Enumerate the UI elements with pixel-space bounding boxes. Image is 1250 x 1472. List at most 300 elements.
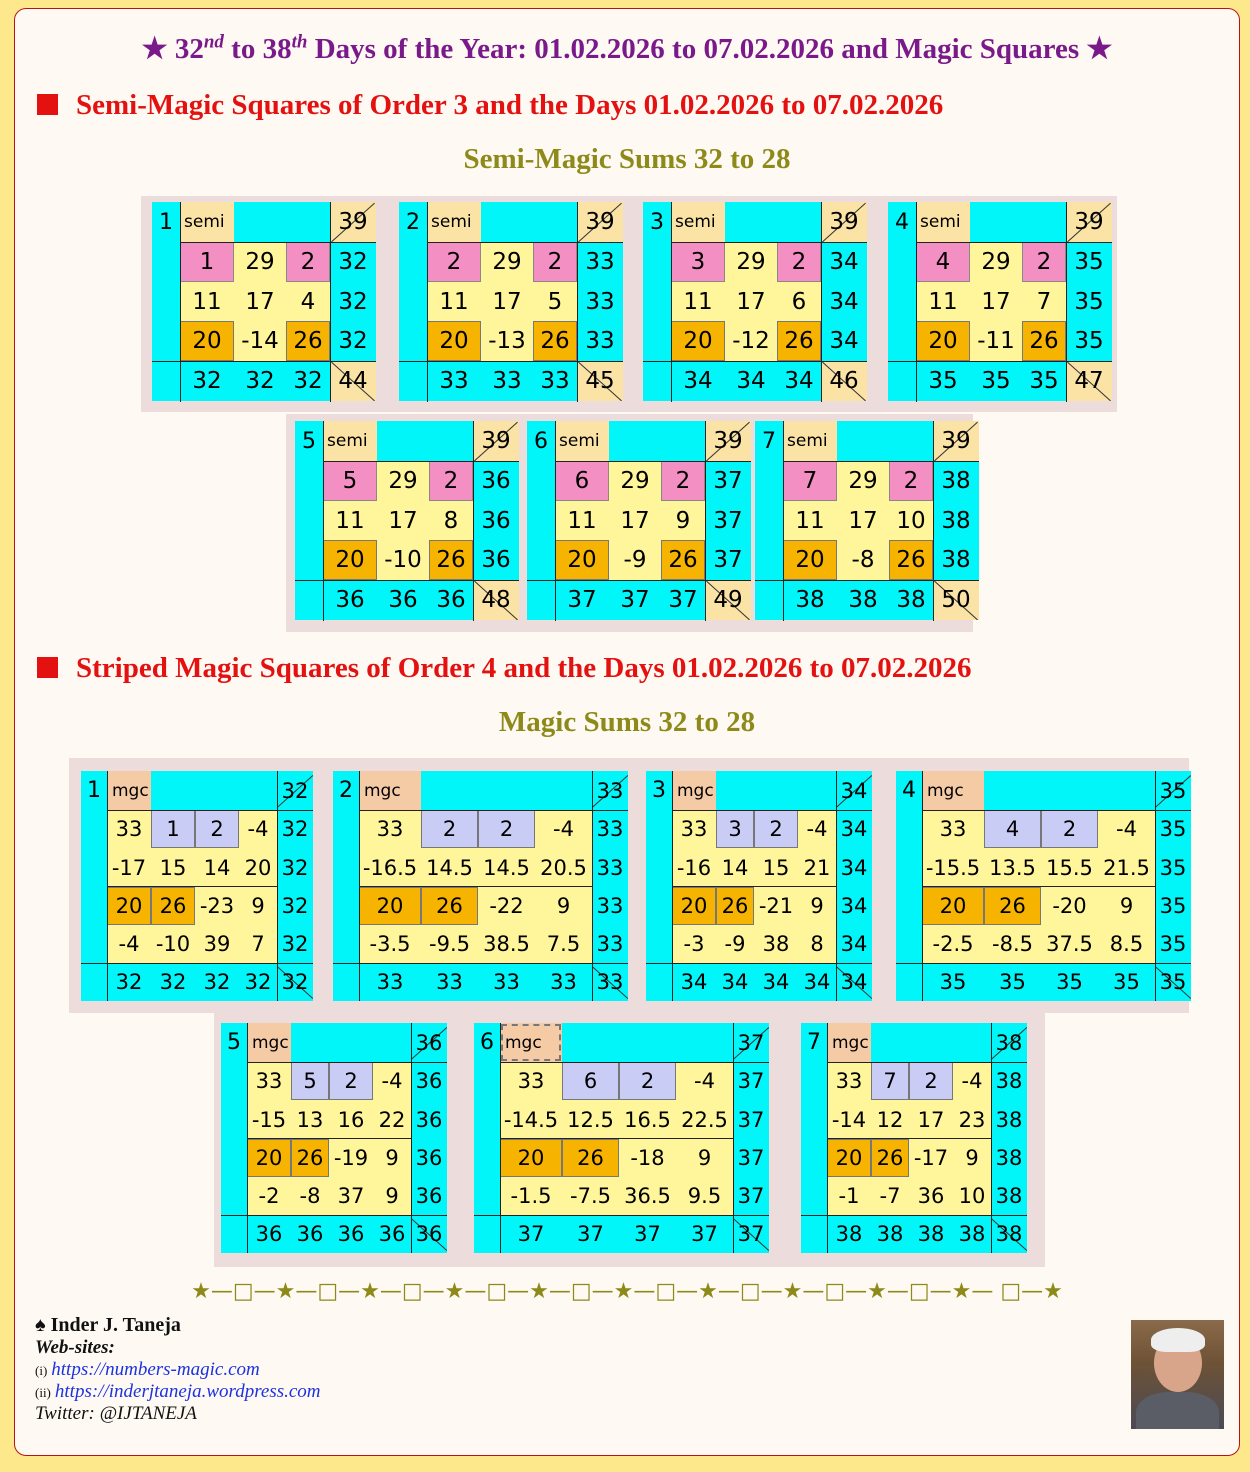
square-cell: -14.5 (500, 1100, 562, 1139)
square-cell: -4 (373, 1062, 411, 1100)
square-cell: 3 (716, 810, 754, 848)
side-blank (643, 282, 671, 321)
column-sum: 32 (180, 361, 234, 401)
square-cell: 20 (427, 321, 481, 361)
side-blank (646, 963, 672, 1001)
grid-line (500, 1062, 769, 1063)
square-cell: 17 (837, 501, 889, 540)
magic-square-4-1 (81, 771, 313, 1001)
side-blank (643, 242, 671, 282)
grid-line (180, 202, 181, 402)
diagonal-sum: 46 (821, 361, 867, 401)
grid-line (755, 580, 979, 581)
grid-line (152, 361, 376, 362)
subheading-order4: Magic Sums 32 to 28 (498, 706, 756, 738)
column-sum: 32 (195, 963, 239, 1001)
side-blank (399, 282, 427, 321)
row-sum: 34 (821, 321, 867, 361)
row-sum: 32 (330, 242, 376, 282)
side-blank (333, 963, 359, 1001)
column-sum: 38 (871, 1215, 909, 1253)
header-blank (837, 421, 933, 461)
square-cell: 7 (239, 925, 277, 963)
square-tag: mgc (359, 771, 421, 810)
column-sum: 38 (837, 580, 889, 620)
grid-line (672, 886, 836, 887)
side-blank (527, 461, 555, 501)
author-photo (1131, 1320, 1224, 1429)
square-number: 1 (81, 771, 107, 810)
column-sum: 37 (609, 580, 661, 620)
square-cell: -15 (247, 1100, 291, 1139)
square-cell: 26 (984, 887, 1041, 925)
square-tag: semi (783, 421, 837, 461)
grid-line (827, 1138, 991, 1139)
side-blank (801, 1100, 827, 1139)
grid-line (323, 461, 519, 462)
row-sum: 35 (1155, 848, 1191, 887)
row-sum: 34 (836, 848, 872, 887)
corner-sum: 39 (473, 421, 519, 461)
square-cell: -2.5 (922, 925, 984, 963)
side-blank (643, 321, 671, 361)
square-cell: 33 (500, 1062, 562, 1100)
square-cell: -8 (291, 1177, 329, 1215)
side-blank (801, 1215, 827, 1253)
square-cell: 20 (107, 887, 151, 925)
side-blank (755, 461, 783, 501)
side-blank (399, 361, 427, 401)
square-cell: 22.5 (676, 1100, 733, 1139)
side-blank (333, 810, 359, 848)
magic-square-3-4 (888, 202, 1112, 401)
square-cell: 2 (478, 810, 535, 848)
square-cell: 5 (533, 282, 577, 321)
square-cell: 9 (239, 887, 277, 925)
header-blank (984, 771, 1155, 810)
square-cell: 2 (889, 461, 933, 501)
square-cell: 26 (151, 887, 195, 925)
row-sum: 38 (991, 1177, 1027, 1215)
square-cell: -4 (239, 810, 277, 848)
square-cell: -11 (970, 321, 1022, 361)
diagonal-sum: 38 (991, 1215, 1027, 1253)
square-cell: 26 (562, 1139, 619, 1177)
header-blank (151, 771, 277, 810)
row-sum: 33 (577, 282, 623, 321)
row-sum: 34 (836, 925, 872, 963)
side-blank (152, 282, 180, 321)
column-sum: 33 (359, 963, 421, 1001)
header-blank (291, 1023, 411, 1062)
square-cell: 5 (323, 461, 377, 501)
square-cell: 11 (180, 282, 234, 321)
square-cell: 17 (909, 1100, 953, 1139)
square-cell: 2 (1041, 810, 1098, 848)
row-sum: 36 (411, 1177, 447, 1215)
square-cell: 26 (716, 887, 754, 925)
grid-line (333, 963, 628, 964)
square-tag: semi (916, 202, 970, 242)
square-cell: 7.5 (535, 925, 592, 963)
grid-line (991, 1023, 992, 1253)
grid-line (427, 242, 623, 243)
column-sum: 33 (421, 963, 478, 1001)
corner-sum: 39 (821, 202, 867, 242)
diagonal-sum: 49 (705, 580, 751, 620)
square-cell: -7.5 (562, 1177, 619, 1215)
magic-square-3-1 (152, 202, 376, 401)
website-link-2[interactable]: https://inderjtaneja.wordpress.com (54, 1381, 321, 1402)
square-cell: 11 (555, 501, 609, 540)
square-cell: 2 (329, 1062, 373, 1100)
side-blank (755, 580, 783, 620)
header-blank (421, 771, 592, 810)
square-number: 7 (755, 421, 783, 461)
row-sum: 34 (836, 810, 872, 848)
square-cell: -4 (953, 1062, 991, 1100)
square-cell: 15 (151, 848, 195, 887)
side-blank (643, 361, 671, 401)
column-sum: 34 (671, 361, 725, 401)
header-blank (234, 202, 330, 242)
square-cell: 20 (323, 540, 377, 580)
square-cell: 20 (359, 887, 421, 925)
square-cell: -15.5 (922, 848, 984, 887)
corner-sum: 35 (1155, 771, 1191, 810)
magic-square-4-5 (221, 1023, 447, 1253)
square-cell: 9 (661, 501, 705, 540)
square-cell: 26 (533, 321, 577, 361)
column-sum: 38 (909, 1215, 953, 1253)
column-sum: 36 (377, 580, 429, 620)
column-sum: 34 (716, 963, 754, 1001)
column-sum: 35 (984, 963, 1041, 1001)
square-cell: 13 (291, 1100, 329, 1139)
square-cell: 7 (871, 1062, 909, 1100)
square-cell: -19 (329, 1139, 373, 1177)
square-cell: 17 (970, 282, 1022, 321)
square-cell: 20 (555, 540, 609, 580)
column-sum: 34 (777, 361, 821, 401)
row-sum: 38 (991, 1062, 1027, 1100)
red-square-icon (37, 94, 58, 115)
square-tag: mgc (672, 771, 716, 810)
square-cell: 20 (180, 321, 234, 361)
square-cell: 38.5 (478, 925, 535, 963)
corner-sum: 34 (836, 771, 872, 810)
square-cell: 20.5 (535, 848, 592, 887)
grid-line (705, 421, 706, 621)
grid-line (411, 1023, 412, 1253)
grid-line (801, 1215, 1027, 1216)
row-sum: 34 (836, 887, 872, 925)
square-cell: 2 (1022, 242, 1066, 282)
side-blank (888, 361, 916, 401)
square-cell: 36 (909, 1177, 953, 1215)
row-sum: 35 (1066, 321, 1112, 361)
square-tag: mgc (107, 771, 151, 810)
square-cell: 38 (754, 925, 798, 963)
row-sum: 35 (1066, 242, 1112, 282)
grid-line (474, 1215, 769, 1216)
square-cell: 33 (107, 810, 151, 848)
grid-line (359, 886, 592, 887)
diagonal-sum: 48 (473, 580, 519, 620)
diagonal-sum: 45 (577, 361, 623, 401)
square-cell: 2 (661, 461, 705, 501)
side-blank (801, 1139, 827, 1177)
side-blank (333, 848, 359, 887)
square-cell: 29 (970, 242, 1022, 282)
square-cell: 6 (777, 282, 821, 321)
square-cell: 33 (827, 1062, 871, 1100)
row-sum: 32 (330, 282, 376, 321)
square-cell: -14 (827, 1100, 871, 1139)
square-cell: 4 (984, 810, 1041, 848)
side-blank (221, 1062, 247, 1100)
square-cell: -8 (837, 540, 889, 580)
square-cell: 20 (672, 887, 716, 925)
grid-line (671, 202, 672, 402)
square-cell: 21 (798, 848, 836, 887)
square-cell: 14 (716, 848, 754, 887)
row-sum: 38 (933, 540, 979, 580)
square-cell: 4 (916, 242, 970, 282)
square-cell: 33 (672, 810, 716, 848)
column-sum: 37 (500, 1215, 562, 1253)
side-blank (399, 321, 427, 361)
magic-square-4-3 (646, 771, 872, 1001)
side-blank (755, 540, 783, 580)
column-sum: 37 (562, 1215, 619, 1253)
column-sum: 36 (373, 1215, 411, 1253)
square-cell: 11 (783, 501, 837, 540)
column-sum: 32 (286, 361, 330, 401)
square-cell: 1 (180, 242, 234, 282)
square-cell: 2 (619, 1062, 676, 1100)
corner-sum: 39 (705, 421, 751, 461)
square-cell: 15 (754, 848, 798, 887)
side-blank (152, 321, 180, 361)
square-cell: -2 (247, 1177, 291, 1215)
square-cell: 9.5 (676, 1177, 733, 1215)
square-tag: semi (427, 202, 481, 242)
section-heading-order3: Semi-Magic Squares of Order 3 and the Days 01.02.2026 to 07.02.2026 (37, 89, 943, 122)
grid-line (922, 886, 1155, 887)
side-blank (474, 1062, 500, 1100)
column-sum: 35 (970, 361, 1022, 401)
column-sum: 36 (323, 580, 377, 620)
grid-line (107, 886, 277, 887)
row-sum: 36 (411, 1100, 447, 1139)
magic-square-3-3 (643, 202, 867, 401)
side-blank (646, 887, 672, 925)
side-blank (888, 282, 916, 321)
row-sum: 36 (473, 501, 519, 540)
magic-square-4-2 (333, 771, 628, 1001)
website-link-1[interactable]: https://numbers-magic.com (51, 1359, 260, 1380)
row-sum: 33 (577, 321, 623, 361)
square-cell: 20 (671, 321, 725, 361)
square-cell: 16 (329, 1100, 373, 1139)
side-blank (81, 963, 107, 1001)
square-cell: 17 (725, 282, 777, 321)
square-cell: 7 (1022, 282, 1066, 321)
grid-line (783, 421, 784, 621)
page-title: ★ 32nd to 38th Days of the Year: 01.02.2026 to 07.02.2026 and Magic Squares ★ (141, 31, 1113, 65)
square-cell: 20 (783, 540, 837, 580)
author-block: ♠ Inder J. Taneja Web-sites: (i) https://numbers-magic.com (ii) https://inderjtaneja.wordpress.com Twitter: @IJTANEJA (35, 1314, 321, 1424)
square-cell: -9 (609, 540, 661, 580)
column-sum: 36 (291, 1215, 329, 1253)
grid-line (473, 421, 474, 621)
grid-line (672, 810, 872, 811)
square-cell: 10 (953, 1177, 991, 1215)
corner-sum: 39 (933, 421, 979, 461)
square-cell: 11 (323, 501, 377, 540)
square-cell: 9 (535, 887, 592, 925)
square-cell: -21 (754, 887, 798, 925)
corner-sum: 33 (592, 771, 628, 810)
grid-line (836, 771, 837, 1001)
square-cell: 3 (671, 242, 725, 282)
square-cell: 13.5 (984, 848, 1041, 887)
side-blank (474, 1139, 500, 1177)
side-blank (333, 925, 359, 963)
column-sum: 36 (429, 580, 473, 620)
grid-line (916, 242, 1112, 243)
square-tag: semi (671, 202, 725, 242)
square-cell: -1.5 (500, 1177, 562, 1215)
row-sum: 32 (277, 925, 313, 963)
square-cell: 22 (373, 1100, 411, 1139)
square-cell: 6 (555, 461, 609, 501)
grid-line (592, 771, 593, 1001)
square-number: 2 (333, 771, 359, 810)
square-cell: 11 (427, 282, 481, 321)
square-cell: 29 (725, 242, 777, 282)
header-blank (377, 421, 473, 461)
square-number: 6 (527, 421, 555, 461)
square-cell: 39 (195, 925, 239, 963)
side-blank (896, 887, 922, 925)
square-cell: 1 (151, 810, 195, 848)
row-sum: 32 (330, 321, 376, 361)
square-tag: semi (555, 421, 609, 461)
grid-line (221, 1215, 447, 1216)
grid-line (821, 202, 822, 402)
side-blank (801, 1177, 827, 1215)
square-cell: 29 (234, 242, 286, 282)
square-cell: 14.5 (478, 848, 535, 887)
square-cell: 11 (916, 282, 970, 321)
square-tag: mgc (827, 1023, 871, 1062)
row-sum: 37 (733, 1177, 769, 1215)
row-sum: 36 (473, 540, 519, 580)
square-cell: -13 (481, 321, 533, 361)
row-sum: 33 (592, 887, 628, 925)
row-sum: 37 (733, 1062, 769, 1100)
square-cell: 17 (609, 501, 661, 540)
square-cell: 20 (916, 321, 970, 361)
square-cell: 2 (427, 242, 481, 282)
star-divider: ★—□—★—□—★—□—★—□—★—□—★—□—★—□—★—□—★—□—★— □—★ (191, 1279, 1063, 1304)
square-cell: 26 (291, 1139, 329, 1177)
grid-line (916, 202, 917, 402)
square-cell: 26 (429, 540, 473, 580)
grid-line (359, 810, 628, 811)
grid-line (783, 461, 979, 462)
side-blank (888, 321, 916, 361)
square-cell: 17 (481, 282, 533, 321)
magic-square-3-2 (399, 202, 623, 401)
side-blank (474, 1215, 500, 1253)
side-blank (152, 361, 180, 401)
side-blank (81, 887, 107, 925)
square-cell: -22 (478, 887, 535, 925)
column-sum: 32 (239, 963, 277, 1001)
corner-sum: 39 (330, 202, 376, 242)
square-cell: 20 (922, 887, 984, 925)
grid-line (933, 421, 934, 621)
square-cell: 29 (837, 461, 889, 501)
grid-line (277, 771, 278, 1001)
diagonal-sum: 32 (277, 963, 313, 1001)
square-cell: 23 (953, 1100, 991, 1139)
row-sum: 32 (277, 810, 313, 848)
corner-sum: 32 (277, 771, 313, 810)
diagonal-sum: 47 (1066, 361, 1112, 401)
square-cell: 8 (798, 925, 836, 963)
square-cell: 9 (1098, 887, 1155, 925)
row-sum: 32 (277, 848, 313, 887)
grid-line (671, 242, 867, 243)
side-blank (801, 1062, 827, 1100)
side-blank (896, 963, 922, 1001)
column-sum: 35 (922, 963, 984, 1001)
square-cell: 2 (429, 461, 473, 501)
grid-line (323, 421, 324, 621)
side-blank (888, 242, 916, 282)
author-name: ♠ Inder J. Taneja (35, 1314, 181, 1336)
column-sum: 37 (555, 580, 609, 620)
column-sum: 38 (953, 1215, 991, 1253)
square-cell: 29 (609, 461, 661, 501)
side-blank (221, 1100, 247, 1139)
square-cell: -10 (377, 540, 429, 580)
square-tag: mgc (500, 1023, 562, 1062)
square-cell: 26 (1022, 321, 1066, 361)
square-cell: 9 (953, 1139, 991, 1177)
square-cell: -9 (716, 925, 754, 963)
square-cell: -23 (195, 887, 239, 925)
websites-label: Web-sites: (35, 1337, 115, 1358)
side-blank (527, 580, 555, 620)
header-blank (609, 421, 705, 461)
magic-square-3-5 (295, 421, 519, 620)
square-cell: -3.5 (359, 925, 421, 963)
header-blank (871, 1023, 991, 1062)
row-sum: 38 (933, 461, 979, 501)
side-blank (295, 540, 323, 580)
row-sum: 35 (1155, 925, 1191, 963)
grid-line (733, 1023, 734, 1253)
magic-square-3-6 (527, 421, 751, 620)
page (14, 8, 1240, 1456)
square-number: 4 (888, 202, 916, 242)
grid-line (527, 580, 751, 581)
